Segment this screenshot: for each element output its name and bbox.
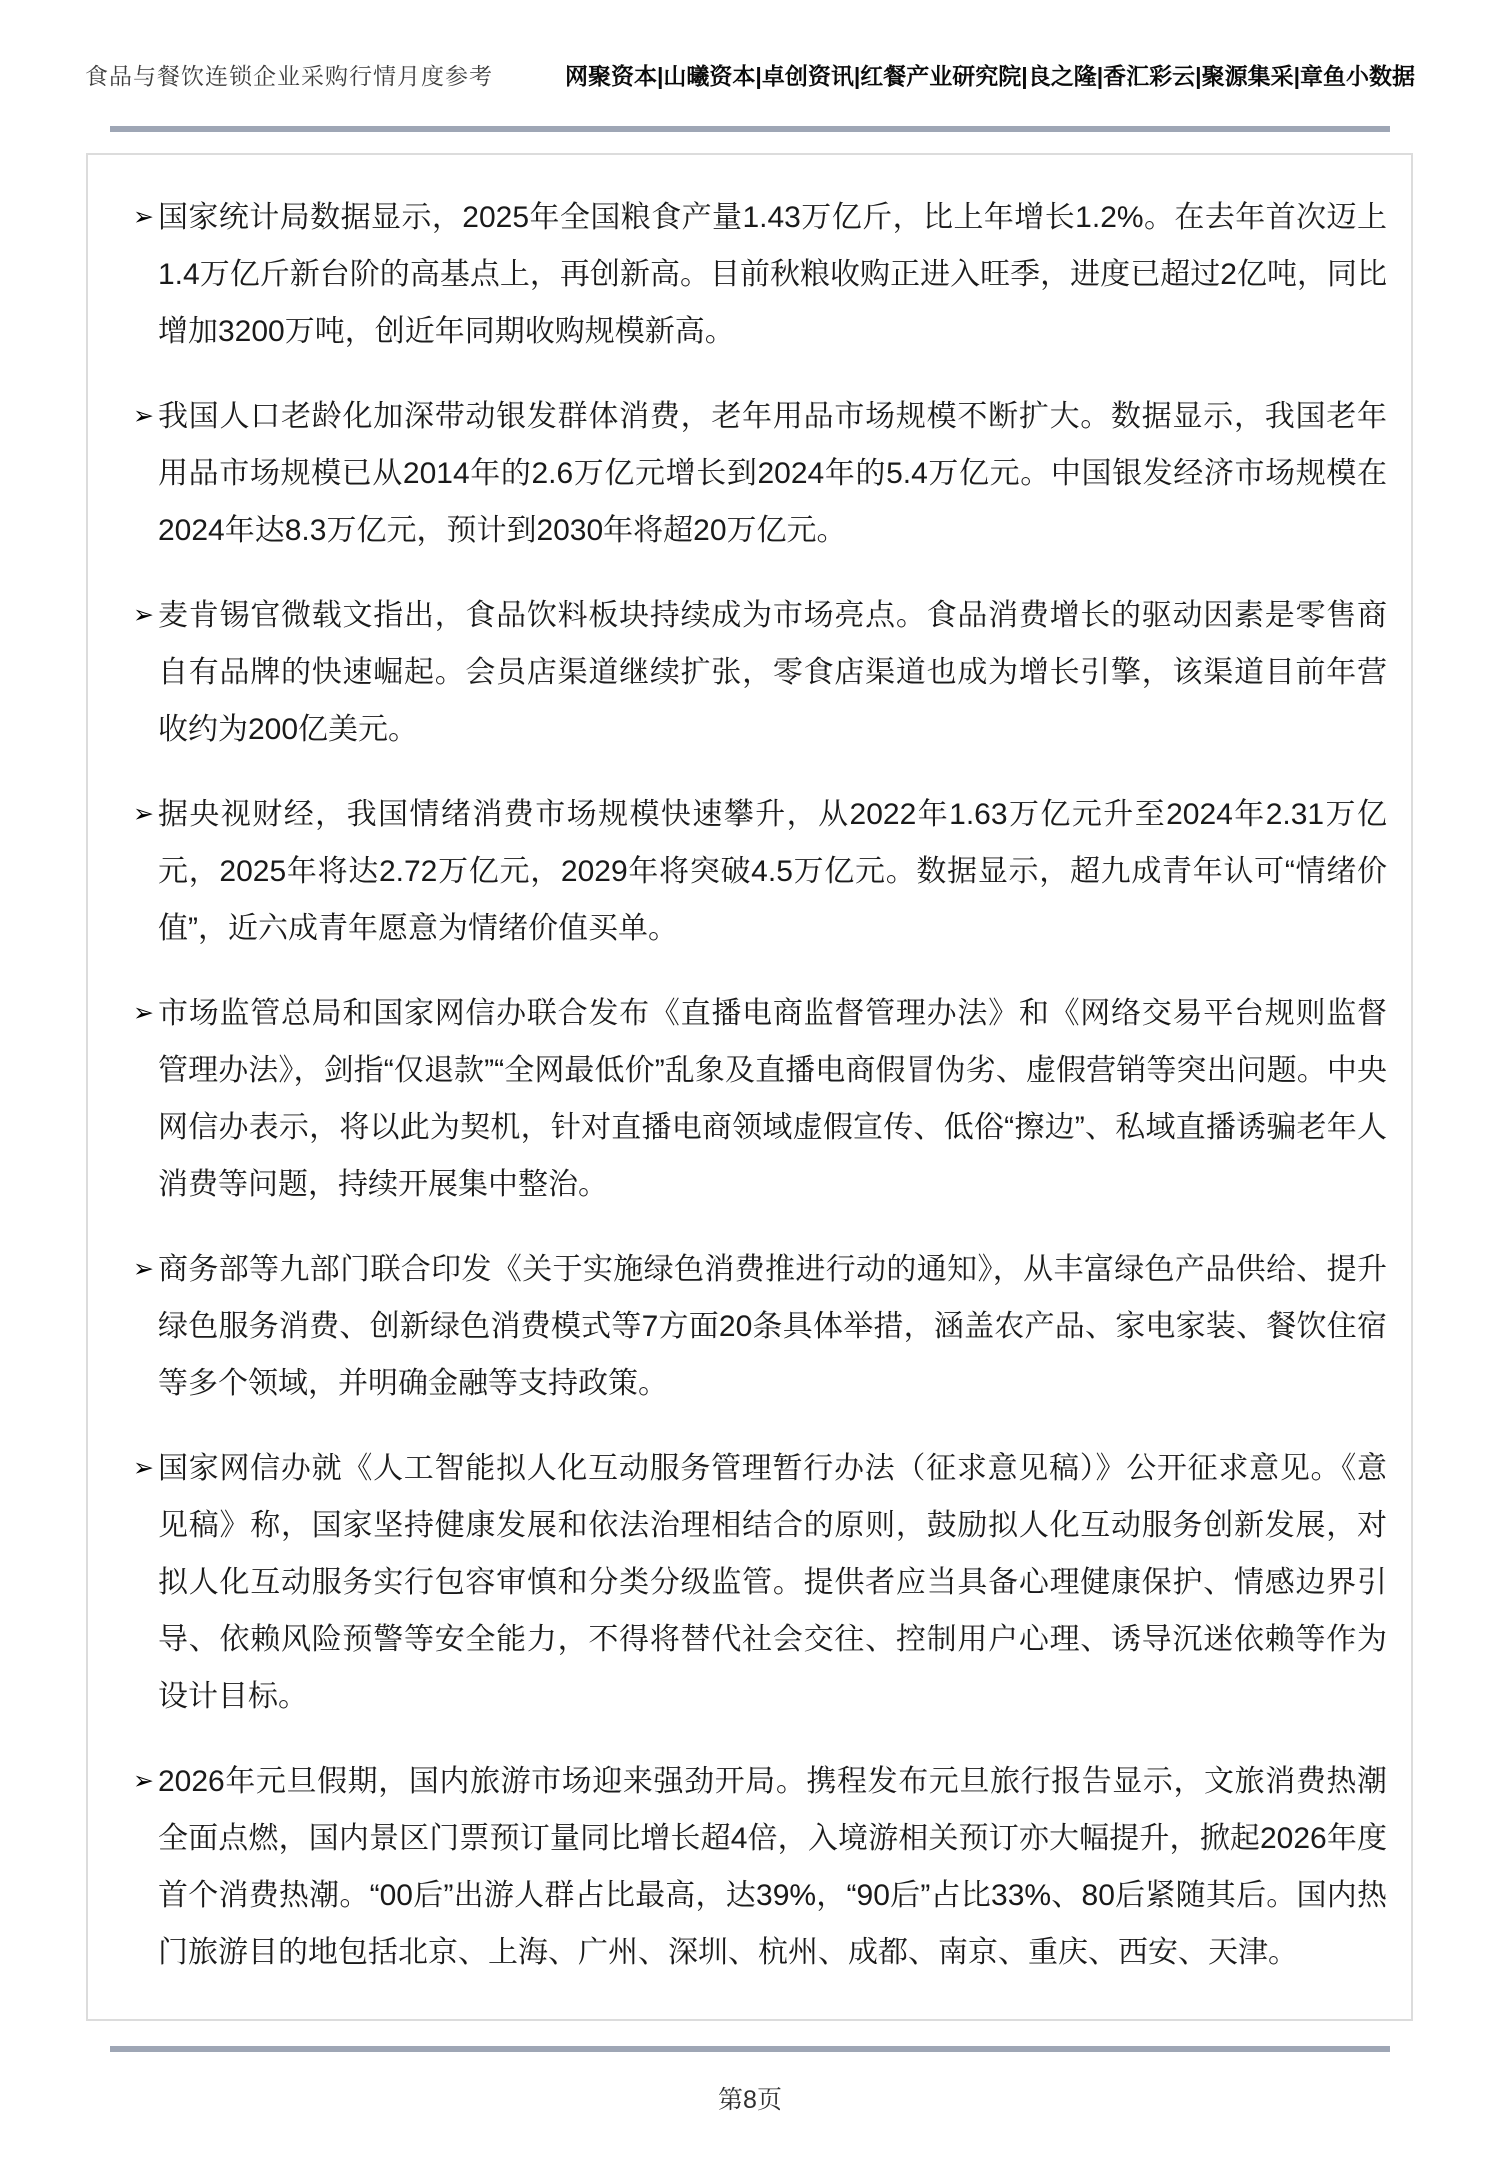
bullet-arrow-icon: ➢ <box>133 1454 154 1482</box>
news-bullet-list <box>86 153 1413 2021</box>
news-item-text: 国家统计局数据显示，2025年全国粮食产量1.43万亿斤，比上年增长1.2%。在去年首次迈上1.4万亿斤新台阶的高基点上，再创新高。目前秋粮收购正进入旺季，进度已超过2亿吨，同比增加3200万吨，创近年同期收购规模新高。 <box>158 201 1387 348</box>
header-divider <box>110 126 1390 132</box>
page-header <box>85 58 1415 91</box>
partner-brands: 网聚资本|山曦资本|卓创资讯|红餐产业研究院|良之隆|香汇彩云|聚源集采|章鱼小数据 <box>564 63 1415 89</box>
news-item <box>133 388 1387 559</box>
news-item-text: 市场监管总局和国家网信办联合发布《直播电商监督管理办法》和《网络交易平台规则监督管理办法》，剑指“仅退款”“全网最低价”乱象及直播电商假冒伪劣、虚假营销等突出问题。中央网信办表示，将以此为契机，针对直播电商领域虚假宣传、低俗“擦边”、私域直播诱骗老年人消费等问题，持续开展集中整治。 <box>158 997 1387 1201</box>
bullet-arrow-icon: ➢ <box>133 1767 154 1795</box>
news-item <box>133 189 1387 360</box>
news-item-text: 2026年元旦假期，国内旅游市场迎来强劲开局。携程发布元旦旅行报告显示，文旅消费热潮全面点燃，国内景区门票预订量同比增长超4倍，入境游相关预订亦大幅提升，掀起2026年度首个消费热潮。“00后”出游人群占比最高，达39%，“90后”占比33%、80后紧随其后。国内热门旅游目的地包括北京、上海、广州、深圳、杭州、成都、南京、重庆、西安、天津。 <box>158 1765 1387 1969</box>
bullet-arrow-icon: ➢ <box>133 203 154 231</box>
news-item-text: 麦肯锡官微载文指出，食品饮料板块持续成为市场亮点。食品消费增长的驱动因素是零售商自有品牌的快速崛起。会员店渠道继续扩张，零食店渠道也成为增长引擎，该渠道目前年营收约为200亿美元。 <box>158 599 1387 746</box>
news-item <box>133 1241 1387 1412</box>
bullet-arrow-icon: ➢ <box>133 1255 154 1283</box>
news-item <box>133 786 1387 957</box>
bullet-arrow-icon: ➢ <box>133 800 154 828</box>
news-item-text: 国家网信办就《人工智能拟人化互动服务管理暂行办法（征求意见稿）》公开征求意见。《意见稿》称，国家坚持健康发展和依法治理相结合的原则，鼓励拟人化互动服务创新发展，对拟人化互动服务实行包容审慎和分类分级监管。提供者应当具备心理健康保护、情感边界引导、依赖风险预警等安全能力，不得将替代社会交往、控制用户心理、诱导沉迷依赖等作为设计目标。 <box>158 1452 1387 1713</box>
news-item <box>133 985 1387 1213</box>
document-title: 食品与餐饮连锁企业采购行情月度参考 <box>85 63 493 89</box>
news-item-text: 我国人口老龄化加深带动银发群体消费，老年用品市场规模不断扩大。数据显示，我国老年用品市场规模已从2014年的2.6万亿元增长到2024年的5.4万亿元。中国银发经济市场规模在2024年达8.3万亿元，预计到2030年将超20万亿元。 <box>158 400 1387 547</box>
bullet-arrow-icon: ➢ <box>133 402 154 430</box>
news-item-text: 据央视财经，我国情绪消费市场规模快速攀升，从2022年1.63万亿元升至2024年2.31万亿元，2025年将达2.72万亿元，2029年将突破4.5万亿元。数据显示，超九成青年认可“情绪价值”，近六成青年愿意为情绪价值买单。 <box>158 798 1387 945</box>
news-item <box>133 1440 1387 1725</box>
news-item-text: 商务部等九部门联合印发《关于实施绿色消费推进行动的通知》，从丰富绿色产品供给、提升绿色服务消费、创新绿色消费模式等7方面20条具体举措，涵盖农产品、家电家装、餐饮住宿等多个领域，并明确金融等支持政策。 <box>158 1253 1387 1400</box>
bullet-arrow-icon: ➢ <box>133 999 154 1027</box>
bullet-arrow-icon: ➢ <box>133 601 154 629</box>
news-item <box>133 1753 1387 1981</box>
footer-divider <box>110 2046 1390 2052</box>
page-number: 第8页 <box>718 2086 782 2114</box>
news-item <box>133 587 1387 758</box>
